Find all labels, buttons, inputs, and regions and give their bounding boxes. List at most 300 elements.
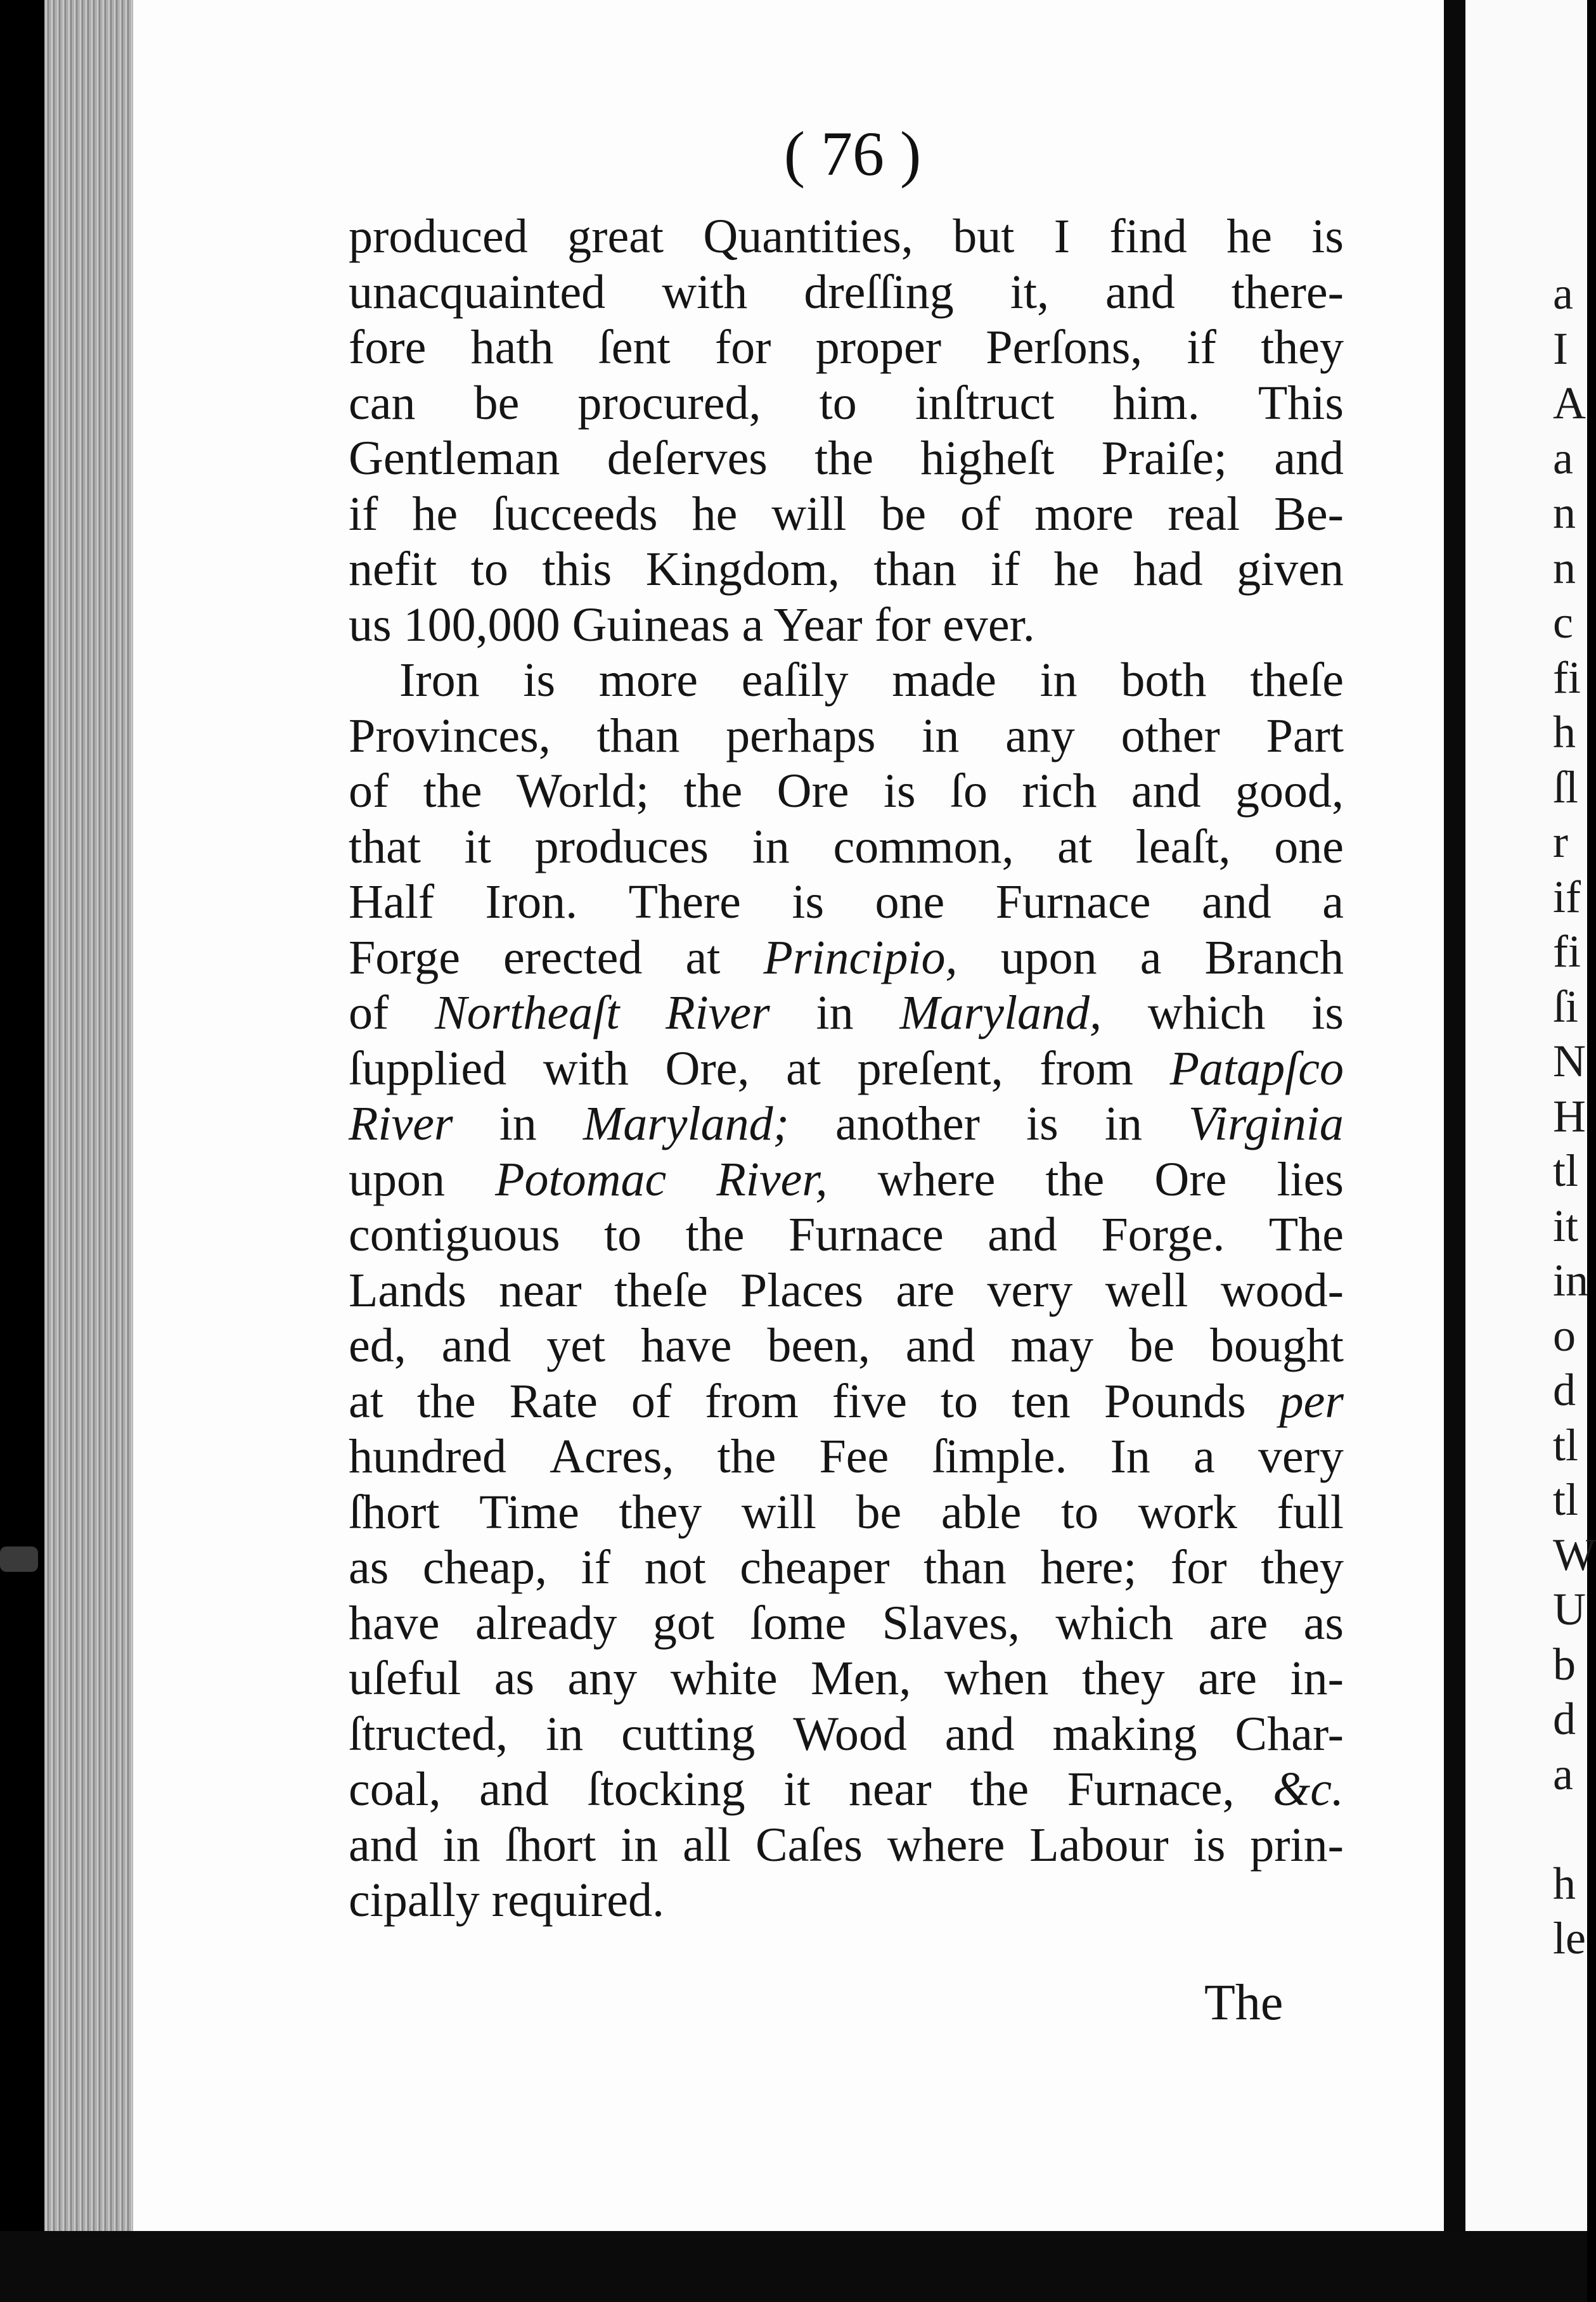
text-line (349, 1540, 1344, 1596)
word: the (970, 1763, 1029, 1816)
word: got (652, 1596, 714, 1650)
word: In (1110, 1430, 1150, 1483)
italic-word: Patapſco (1169, 1041, 1344, 1095)
italic-word: Principio, (763, 930, 958, 984)
word: Furnace, (1067, 1763, 1235, 1816)
facing-page-fragment: c (1553, 597, 1573, 648)
word: to (470, 543, 508, 596)
word: Part (1266, 709, 1344, 762)
word: is (1193, 1818, 1226, 1872)
page-clip-mark (0, 1546, 38, 1572)
word: Be- (1274, 487, 1344, 541)
word: a (1322, 875, 1344, 929)
word: they (1261, 321, 1344, 374)
word: rich (1022, 764, 1097, 818)
word: of (960, 487, 1001, 541)
word: a (1140, 930, 1162, 984)
text-line (349, 1596, 1344, 1652)
word: have (349, 1596, 440, 1650)
text-line (349, 320, 1344, 376)
word: one (1274, 820, 1344, 873)
text-line (349, 265, 1344, 321)
word: produced (349, 210, 528, 263)
facing-page-fragment: a (1553, 432, 1573, 484)
word: World; (516, 764, 650, 818)
word: another (835, 1097, 980, 1150)
word: have (641, 1319, 732, 1372)
word: ſo (949, 764, 988, 818)
word: theſe (1250, 653, 1344, 707)
word: he (412, 487, 458, 541)
facing-page-fragment: r (1553, 816, 1568, 867)
word: proper (815, 321, 942, 374)
word: in (816, 986, 854, 1039)
word: hundred (349, 1430, 507, 1483)
text-line (349, 487, 1344, 543)
word: Acres, (550, 1430, 674, 1483)
word: from (705, 1374, 799, 1428)
word: given (1237, 543, 1344, 596)
facing-page-fragment: W (1553, 1529, 1596, 1580)
word: nefit (349, 543, 437, 596)
word: can (349, 376, 416, 430)
word: the (1045, 1152, 1105, 1206)
word: they (1081, 1652, 1165, 1705)
facing-page-fragment: tl (1553, 1145, 1579, 1196)
text-line (349, 1096, 1344, 1152)
word: not (644, 1541, 706, 1594)
text-line (349, 598, 1344, 653)
text-line (349, 930, 1344, 986)
facing-page-fragment: tl (1553, 1474, 1579, 1525)
word: coal, (349, 1763, 441, 1816)
word: This (1258, 376, 1344, 430)
word: will (741, 1485, 816, 1539)
word: full (1277, 1485, 1344, 1539)
word: Branch (1204, 930, 1344, 984)
word: ten (1012, 1374, 1071, 1428)
word: it, (1010, 265, 1049, 319)
word: ſucceeds (492, 487, 658, 541)
word: and (905, 1319, 975, 1372)
word: be (1129, 1319, 1174, 1372)
word: one (875, 875, 945, 929)
word: Rate (509, 1374, 598, 1428)
facing-page-fragment: b (1553, 1638, 1576, 1690)
word: in (752, 820, 790, 873)
word: are (896, 1263, 955, 1317)
word: ſupplied (349, 1041, 507, 1095)
word: at (1057, 820, 1093, 873)
text-line (349, 542, 1344, 598)
word: fore (349, 321, 427, 374)
word: which (1147, 986, 1266, 1039)
word: in (499, 1097, 537, 1150)
word: than (873, 543, 957, 596)
text-line (349, 1818, 1344, 1874)
word: Iron (399, 653, 480, 707)
facing-page-fragment: I (1553, 323, 1568, 374)
word: real (1168, 487, 1240, 541)
word: any (1005, 709, 1075, 762)
facing-page-fragment: o (1553, 1309, 1576, 1361)
word: any (567, 1652, 638, 1705)
word: well (1105, 1263, 1188, 1317)
word: ed, (349, 1319, 406, 1372)
word: made (892, 653, 996, 707)
word: and (1131, 764, 1201, 818)
word: able (941, 1485, 1022, 1539)
word: it (464, 820, 491, 873)
word: if (1187, 321, 1216, 374)
text-line (349, 1873, 1344, 1929)
word: theſe (614, 1263, 708, 1317)
word: and (479, 1763, 549, 1816)
word: Lands (349, 1263, 467, 1317)
word: near (848, 1763, 932, 1816)
word: at (786, 1041, 821, 1095)
word: a (1194, 1430, 1215, 1483)
word: when (944, 1652, 1049, 1705)
word: this (542, 543, 612, 596)
scan-background (0, 2231, 1587, 2302)
word: the (683, 764, 743, 818)
word: be (880, 487, 927, 541)
word: other (1121, 709, 1220, 762)
word: ſtocking (587, 1763, 745, 1816)
word: common, (833, 820, 1014, 873)
word: Ore (1154, 1152, 1227, 1206)
word: than (923, 1541, 1007, 1594)
body-text (349, 209, 1344, 1929)
word: but (953, 210, 1015, 263)
word: good, (1235, 764, 1344, 818)
word: the (416, 1374, 476, 1428)
facing-page-fragment: it (1553, 1200, 1579, 1251)
word: with (662, 265, 748, 319)
word: it (783, 1763, 811, 1816)
page-gutter (1444, 0, 1465, 2302)
word: and (441, 1319, 512, 1372)
word: is (792, 875, 825, 929)
word: they (1261, 1541, 1344, 1594)
word: for (1170, 1541, 1227, 1594)
text-line (349, 376, 1344, 432)
word: in (621, 1818, 659, 1872)
text-line (349, 1707, 1344, 1763)
word: is (883, 764, 916, 818)
facing-page-fragment: n (1553, 542, 1576, 593)
word: in (442, 1818, 480, 1872)
word: more (1034, 487, 1134, 541)
text-line (349, 1762, 1344, 1818)
italic-word: River (666, 986, 770, 1039)
word: to (1060, 1485, 1099, 1539)
text-line (349, 1152, 1344, 1208)
word: yet (546, 1319, 606, 1372)
word: wood- (1220, 1263, 1344, 1317)
word: Men, (811, 1652, 911, 1705)
word: five (832, 1374, 907, 1428)
facing-page-fragment: a (1553, 268, 1573, 319)
word: are (1198, 1652, 1258, 1705)
word: with (543, 1041, 629, 1095)
word: cheaper (740, 1541, 890, 1594)
word: are (1209, 1596, 1268, 1650)
word: at (349, 1374, 383, 1428)
facing-page-fragment: fi (1553, 652, 1581, 703)
facing-page-fragment: tl (1553, 1419, 1579, 1470)
word: where (887, 1818, 1005, 1872)
text-line (349, 1429, 1344, 1485)
word: I (1053, 210, 1070, 263)
text-line (349, 1263, 1344, 1319)
facing-page-fragment: A (1553, 378, 1586, 428)
word: work (1138, 1485, 1237, 1539)
word: white (670, 1652, 778, 1705)
word: Half (349, 875, 435, 929)
word: they (619, 1485, 702, 1539)
word: is (1026, 1097, 1059, 1150)
word: Places (740, 1263, 864, 1317)
word: and (944, 1707, 1015, 1761)
text-line (349, 709, 1344, 764)
word: Perſons, (986, 321, 1143, 374)
word: deſerves (607, 432, 768, 485)
word: ſome (750, 1596, 847, 1650)
word: Kingdom, (645, 543, 840, 596)
italic-word: &c. (1273, 1763, 1344, 1816)
word: is (1311, 986, 1344, 1039)
word: from (1039, 1041, 1133, 1095)
word: Char- (1235, 1707, 1344, 1761)
word: as (349, 1541, 389, 1594)
word: Iron. (485, 875, 578, 929)
word: will (771, 487, 847, 541)
word: There (628, 875, 741, 929)
word: Slaves, (882, 1596, 1020, 1650)
word: the (814, 432, 873, 485)
word: is (1311, 210, 1344, 263)
word: the (717, 1430, 776, 1483)
word: all (683, 1818, 731, 1872)
word: near (498, 1263, 582, 1317)
word: him. (1112, 376, 1200, 430)
word: preſent, (857, 1041, 1003, 1095)
text-line-content: cipally required. (349, 1874, 665, 1927)
book-edge-strip (44, 0, 133, 2302)
word: unacquainted (349, 265, 606, 319)
facing-page-fragment: d (1553, 1694, 1576, 1744)
word: and (1274, 432, 1344, 485)
word: upon (1000, 930, 1097, 984)
text-line (349, 986, 1344, 1041)
word: in (1104, 1097, 1142, 1150)
word: hath (470, 321, 554, 374)
text-line (349, 764, 1344, 820)
text-line (349, 1318, 1344, 1374)
word: Provinces, (349, 709, 551, 762)
word: where (877, 1152, 996, 1206)
page-number: ( 76 ) (783, 119, 922, 189)
facing-page-fragment: U (1553, 1584, 1586, 1635)
word: and (1202, 875, 1271, 929)
italic-word: Maryland; (582, 1097, 789, 1150)
word: Forge. (1101, 1208, 1225, 1261)
italic-word: per (1279, 1374, 1344, 1428)
word: in (922, 709, 960, 762)
text-line-content: us 100,000 Guineas a Year for ever. (349, 598, 1035, 652)
word: Wood (793, 1707, 907, 1761)
word: as (1303, 1596, 1344, 1650)
italic-word: Northeaſt (435, 986, 620, 1039)
word: ſhort (349, 1485, 440, 1539)
word: Pounds (1104, 1374, 1246, 1428)
facing-page-fragment: fi (1553, 926, 1581, 977)
text-line (349, 431, 1344, 487)
word: cheap, (422, 1541, 548, 1594)
facing-page-fragment: a (1553, 1748, 1573, 1799)
word: at (685, 930, 721, 984)
word: may (1010, 1319, 1094, 1372)
text-line (349, 875, 1344, 930)
word: bought (1209, 1319, 1344, 1372)
word: the (685, 1208, 745, 1261)
word: ſhort (505, 1818, 596, 1872)
word: upon (349, 1152, 445, 1206)
catchword: The (1204, 1975, 1284, 2031)
facing-page-fragment: h (1553, 1858, 1576, 1909)
italic-word: Maryland, (899, 986, 1102, 1039)
word: very (1258, 1430, 1344, 1483)
word: if (581, 1541, 611, 1594)
word: is (523, 653, 556, 707)
word: erected (503, 930, 643, 984)
word: Time (479, 1485, 579, 1539)
facing-page-fragment: ſl (1553, 761, 1579, 813)
word: making (1052, 1707, 1197, 1761)
italic-word: Potomac (495, 1152, 667, 1206)
text-line (349, 653, 1344, 709)
word: if (349, 487, 378, 541)
word: he (692, 487, 738, 541)
word: Labour (1029, 1818, 1169, 1872)
word: in (546, 1707, 584, 1761)
word: Praiſe; (1101, 432, 1227, 485)
word: eaſily (741, 653, 849, 707)
word: Fee (819, 1430, 889, 1483)
italic-word: River (349, 1097, 453, 1150)
word: of (349, 764, 389, 818)
word: to (604, 1208, 642, 1261)
facing-page-fragment: d (1553, 1365, 1576, 1415)
facing-page-fragment: le (1553, 1913, 1586, 1964)
word: ſtructed, (349, 1707, 508, 1761)
word: contiguous (349, 1208, 560, 1261)
word: be (856, 1485, 902, 1539)
word: inſtruct (915, 376, 1055, 430)
word: if (990, 543, 1020, 596)
word: produces (534, 820, 709, 873)
word: perhaps (726, 709, 876, 762)
word: the (423, 764, 482, 818)
word: and (349, 1818, 418, 1872)
word: Furnace (995, 875, 1151, 929)
facing-page-fragment: h (1553, 707, 1576, 757)
word: more (598, 653, 698, 707)
word: and (1105, 265, 1175, 319)
facing-page-fragment: in (1553, 1255, 1589, 1306)
word: there- (1231, 265, 1344, 319)
word: dreſſing (804, 265, 954, 319)
word: had (1133, 543, 1203, 596)
facing-page-fragment: N (1553, 1036, 1586, 1086)
text-line (349, 1041, 1344, 1097)
text-line (349, 820, 1344, 875)
word: ſimple. (932, 1430, 1067, 1483)
word: he (1226, 210, 1272, 263)
text-line (349, 1207, 1344, 1263)
facing-page-fragment: H (1553, 1090, 1586, 1141)
word: very (987, 1263, 1073, 1317)
word: Gentleman (349, 432, 560, 485)
italic-word: River, (716, 1152, 828, 1206)
word: and (988, 1208, 1057, 1261)
word: great (567, 210, 664, 263)
facing-page-fragment: n (1553, 487, 1576, 538)
word: of (349, 986, 389, 1039)
word: be (473, 376, 520, 430)
word: Ore, (665, 1041, 750, 1095)
word: for (714, 321, 771, 374)
word: already (475, 1596, 617, 1650)
word: Ore (776, 764, 849, 818)
word: here; (1040, 1541, 1137, 1594)
word: leaſt, (1135, 820, 1231, 873)
text-line (349, 1485, 1344, 1541)
word: Quantities, (703, 210, 913, 263)
text-line (349, 1651, 1344, 1707)
word: to (819, 376, 857, 430)
word: Caſes (755, 1818, 863, 1872)
word: to (940, 1374, 979, 1428)
word: cutting (621, 1707, 756, 1761)
word: prin- (1250, 1818, 1344, 1872)
facing-page-fragment: if (1553, 871, 1581, 922)
word: than (596, 709, 680, 762)
word: as (494, 1652, 535, 1705)
word: in (1039, 653, 1078, 707)
word: higheſt (920, 432, 1055, 485)
word: both (1121, 653, 1207, 707)
word: of (631, 1374, 672, 1428)
word: in- (1290, 1652, 1344, 1705)
word: find (1109, 210, 1187, 263)
word: lies (1277, 1152, 1344, 1206)
word: The (1268, 1208, 1344, 1261)
word: Forge (349, 930, 460, 984)
word: been, (767, 1319, 870, 1372)
text-line (349, 209, 1344, 265)
facing-page-fragment: ſi (1553, 981, 1579, 1032)
word: ſent (598, 321, 671, 374)
italic-word: Virginia (1188, 1097, 1344, 1150)
word: uſeful (349, 1652, 461, 1705)
word: procured, (577, 376, 761, 430)
word: that (349, 820, 421, 873)
word: he (1053, 543, 1100, 596)
text-line (349, 1374, 1344, 1430)
